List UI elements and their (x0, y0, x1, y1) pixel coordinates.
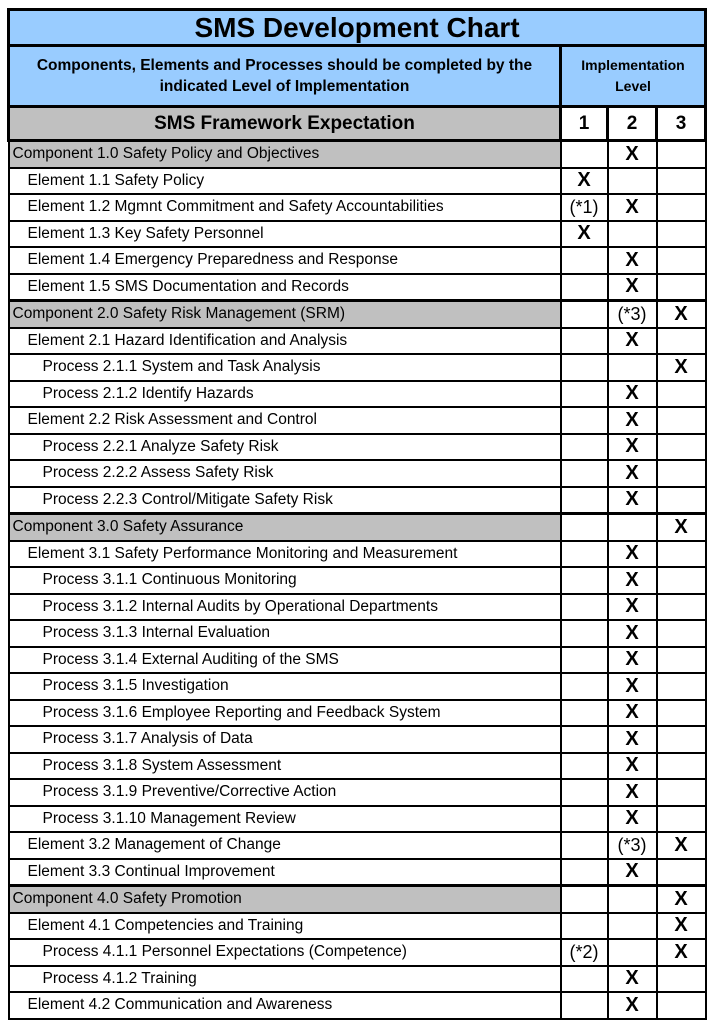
level-1-mark (561, 992, 608, 1019)
process-row (9, 594, 706, 621)
level-3-mark: X (657, 886, 706, 913)
level-1-mark (561, 328, 608, 355)
level-1-mark (561, 247, 608, 274)
level-2-mark: X (608, 620, 657, 647)
element-row (9, 913, 706, 940)
level-2-mark (608, 913, 657, 940)
row-label: Element 1.5 SMS Documentation and Records (9, 274, 561, 301)
level-3-mark (657, 460, 706, 487)
level-3-mark (657, 647, 706, 674)
level-2-mark: X (608, 407, 657, 434)
process-row (9, 460, 706, 487)
component-row (9, 514, 706, 541)
row-label: Process 2.1.1 System and Task Analysis (9, 354, 561, 381)
level-3-mark (657, 194, 706, 221)
process-row (9, 620, 706, 647)
process-row (9, 753, 706, 780)
process-row (9, 939, 706, 966)
row-label: Element 3.1 Safety Performance Monitoring and Measurement (9, 541, 561, 568)
element-row (9, 274, 706, 301)
level-1-mark (561, 886, 608, 913)
level-3-mark (657, 859, 706, 886)
level-3-mark: X (657, 354, 706, 381)
level-2-mark: X (608, 859, 657, 886)
level-1-mark (561, 541, 608, 568)
level-1-mark (561, 620, 608, 647)
level-3-mark (657, 434, 706, 461)
row-label: Process 3.1.4 External Auditing of the SMS (9, 647, 561, 674)
level-3-mark (657, 487, 706, 514)
process-row (9, 354, 706, 381)
row-label: Element 1.2 Mgmnt Commitment and Safety Accountabilities (9, 194, 561, 221)
row-label: Process 3.1.9 Preventive/Corrective Action (9, 779, 561, 806)
level-1-mark (561, 779, 608, 806)
chart-subtitle: Components, Elements and Processes should be completed by the indicated Level of Implementation (9, 46, 561, 107)
row-label: Process 3.1.6 Employee Reporting and Feedback System (9, 700, 561, 727)
level-3-mark (657, 541, 706, 568)
row-label: Component 2.0 Safety Risk Management (SRM) (9, 301, 561, 328)
level-2-mark: X (608, 753, 657, 780)
level-1-mark (561, 913, 608, 940)
level-2-mark (608, 939, 657, 966)
row-label: Element 3.2 Management of Change (9, 832, 561, 859)
element-row (9, 328, 706, 355)
level-3-mark: X (657, 514, 706, 541)
level-2-mark: X (608, 567, 657, 594)
process-row (9, 806, 706, 833)
level-1-mark (561, 434, 608, 461)
level-1-mark (561, 460, 608, 487)
level-1-mark (561, 354, 608, 381)
level-1-mark (561, 966, 608, 993)
process-row (9, 434, 706, 461)
level-1-mark (561, 700, 608, 727)
level-3-mark (657, 673, 706, 700)
level-1-header: 1 (561, 107, 608, 141)
level-3-mark: X (657, 913, 706, 940)
row-label: Process 2.2.1 Analyze Safety Risk (9, 434, 561, 461)
row-label: Element 2.1 Hazard Identification and Analysis (9, 328, 561, 355)
level-1-mark: (*2) (561, 939, 608, 966)
level-3-mark (657, 221, 706, 248)
level-2-mark: X (608, 992, 657, 1019)
element-row (9, 407, 706, 434)
level-1-mark (561, 567, 608, 594)
element-row (9, 247, 706, 274)
row-label: Process 3.1.7 Analysis of Data (9, 726, 561, 753)
level-2-mark: X (608, 194, 657, 221)
level-2-mark: X (608, 141, 657, 168)
level-2-mark: X (608, 541, 657, 568)
row-label: Process 4.1.2 Training (9, 966, 561, 993)
row-label: Component 1.0 Safety Policy and Objectives (9, 141, 561, 168)
level-1-mark (561, 647, 608, 674)
level-3-mark (657, 328, 706, 355)
level-1-mark: (*1) (561, 194, 608, 221)
level-2-mark: X (608, 328, 657, 355)
row-label: Process 3.1.1 Continuous Monitoring (9, 567, 561, 594)
level-3-mark (657, 779, 706, 806)
row-label: Process 2.2.3 Control/Mitigate Safety Risk (9, 487, 561, 514)
level-2-mark: X (608, 647, 657, 674)
level-1-mark: X (561, 168, 608, 195)
level-2-header: 2 (608, 107, 657, 141)
element-row (9, 832, 706, 859)
process-row (9, 779, 706, 806)
level-2-mark: X (608, 806, 657, 833)
row-label: Process 2.2.2 Assess Safety Risk (9, 460, 561, 487)
process-row (9, 487, 706, 514)
row-label: Component 4.0 Safety Promotion (9, 886, 561, 913)
row-label: Process 3.1.5 Investigation (9, 673, 561, 700)
level-2-mark (608, 354, 657, 381)
component-row (9, 301, 706, 328)
process-row (9, 381, 706, 408)
level-2-mark: X (608, 274, 657, 301)
level-1-mark (561, 301, 608, 328)
level-3-mark (657, 168, 706, 195)
level-2-mark: X (608, 700, 657, 727)
element-row (9, 221, 706, 248)
level-2-mark: X (608, 966, 657, 993)
level-2-mark: X (608, 779, 657, 806)
level-2-mark (608, 514, 657, 541)
row-label: Element 2.2 Risk Assessment and Control (9, 407, 561, 434)
level-2-mark: X (608, 434, 657, 461)
level-3-mark (657, 594, 706, 621)
level-2-mark: (*3) (608, 301, 657, 328)
level-2-mark: X (608, 381, 657, 408)
level-2-mark: X (608, 247, 657, 274)
level-3-mark (657, 407, 706, 434)
level-1-mark (561, 141, 608, 168)
process-row (9, 700, 706, 727)
level-3-mark (657, 992, 706, 1019)
level-1-mark (561, 407, 608, 434)
component-row (9, 141, 706, 168)
level-1-mark (561, 594, 608, 621)
level-3-mark (657, 753, 706, 780)
row-label: Process 2.1.2 Identify Hazards (9, 381, 561, 408)
level-1-mark (561, 381, 608, 408)
row-label: Element 3.3 Continual Improvement (9, 859, 561, 886)
row-label: Element 4.2 Communication and Awareness (9, 992, 561, 1019)
element-row (9, 541, 706, 568)
level-1-mark (561, 753, 608, 780)
row-label: Component 3.0 Safety Assurance (9, 514, 561, 541)
level-3-header: 3 (657, 107, 706, 141)
level-3-mark (657, 247, 706, 274)
sms-development-chart (7, 8, 707, 1020)
level-3-mark (657, 141, 706, 168)
process-row (9, 966, 706, 993)
row-label: Process 4.1.1 Personnel Expectations (Competence) (9, 939, 561, 966)
level-2-mark: X (608, 673, 657, 700)
level-3-mark (657, 726, 706, 753)
component-row (9, 886, 706, 913)
level-3-mark (657, 806, 706, 833)
row-label: Process 3.1.2 Internal Audits by Operational Departments (9, 594, 561, 621)
process-row (9, 673, 706, 700)
element-row (9, 168, 706, 195)
level-2-mark (608, 221, 657, 248)
process-row (9, 647, 706, 674)
element-row (9, 859, 706, 886)
level-2-mark: X (608, 726, 657, 753)
level-1-mark (561, 806, 608, 833)
level-3-mark: X (657, 832, 706, 859)
chart-title: SMS Development Chart (9, 10, 706, 46)
level-3-mark: X (657, 939, 706, 966)
level-3-mark (657, 620, 706, 647)
element-row (9, 194, 706, 221)
row-label: Element 4.1 Competencies and Training (9, 913, 561, 940)
level-3-mark (657, 567, 706, 594)
element-row (9, 992, 706, 1019)
level-1-mark (561, 274, 608, 301)
level-3-mark (657, 700, 706, 727)
level-1-mark (561, 514, 608, 541)
row-label: Process 3.1.8 System Assessment (9, 753, 561, 780)
process-row (9, 567, 706, 594)
row-label: Element 1.1 Safety Policy (9, 168, 561, 195)
level-3-mark: X (657, 301, 706, 328)
level-2-mark: X (608, 487, 657, 514)
level-1-mark: X (561, 221, 608, 248)
row-label: Element 1.4 Emergency Preparedness and Response (9, 247, 561, 274)
level-1-mark (561, 487, 608, 514)
row-label: Process 3.1.3 Internal Evaluation (9, 620, 561, 647)
level-3-mark (657, 381, 706, 408)
implementation-level-header: Implementation Level (561, 46, 706, 107)
level-2-mark: (*3) (608, 832, 657, 859)
level-3-mark (657, 274, 706, 301)
row-label: Element 1.3 Key Safety Personnel (9, 221, 561, 248)
level-3-mark (657, 966, 706, 993)
level-2-mark: X (608, 460, 657, 487)
level-1-mark (561, 726, 608, 753)
row-label: Process 3.1.10 Management Review (9, 806, 561, 833)
level-1-mark (561, 859, 608, 886)
process-row (9, 726, 706, 753)
level-2-mark (608, 886, 657, 913)
level-1-mark (561, 832, 608, 859)
level-1-mark (561, 673, 608, 700)
level-2-mark (608, 168, 657, 195)
framework-header: SMS Framework Expectation (9, 107, 561, 141)
level-2-mark: X (608, 594, 657, 621)
